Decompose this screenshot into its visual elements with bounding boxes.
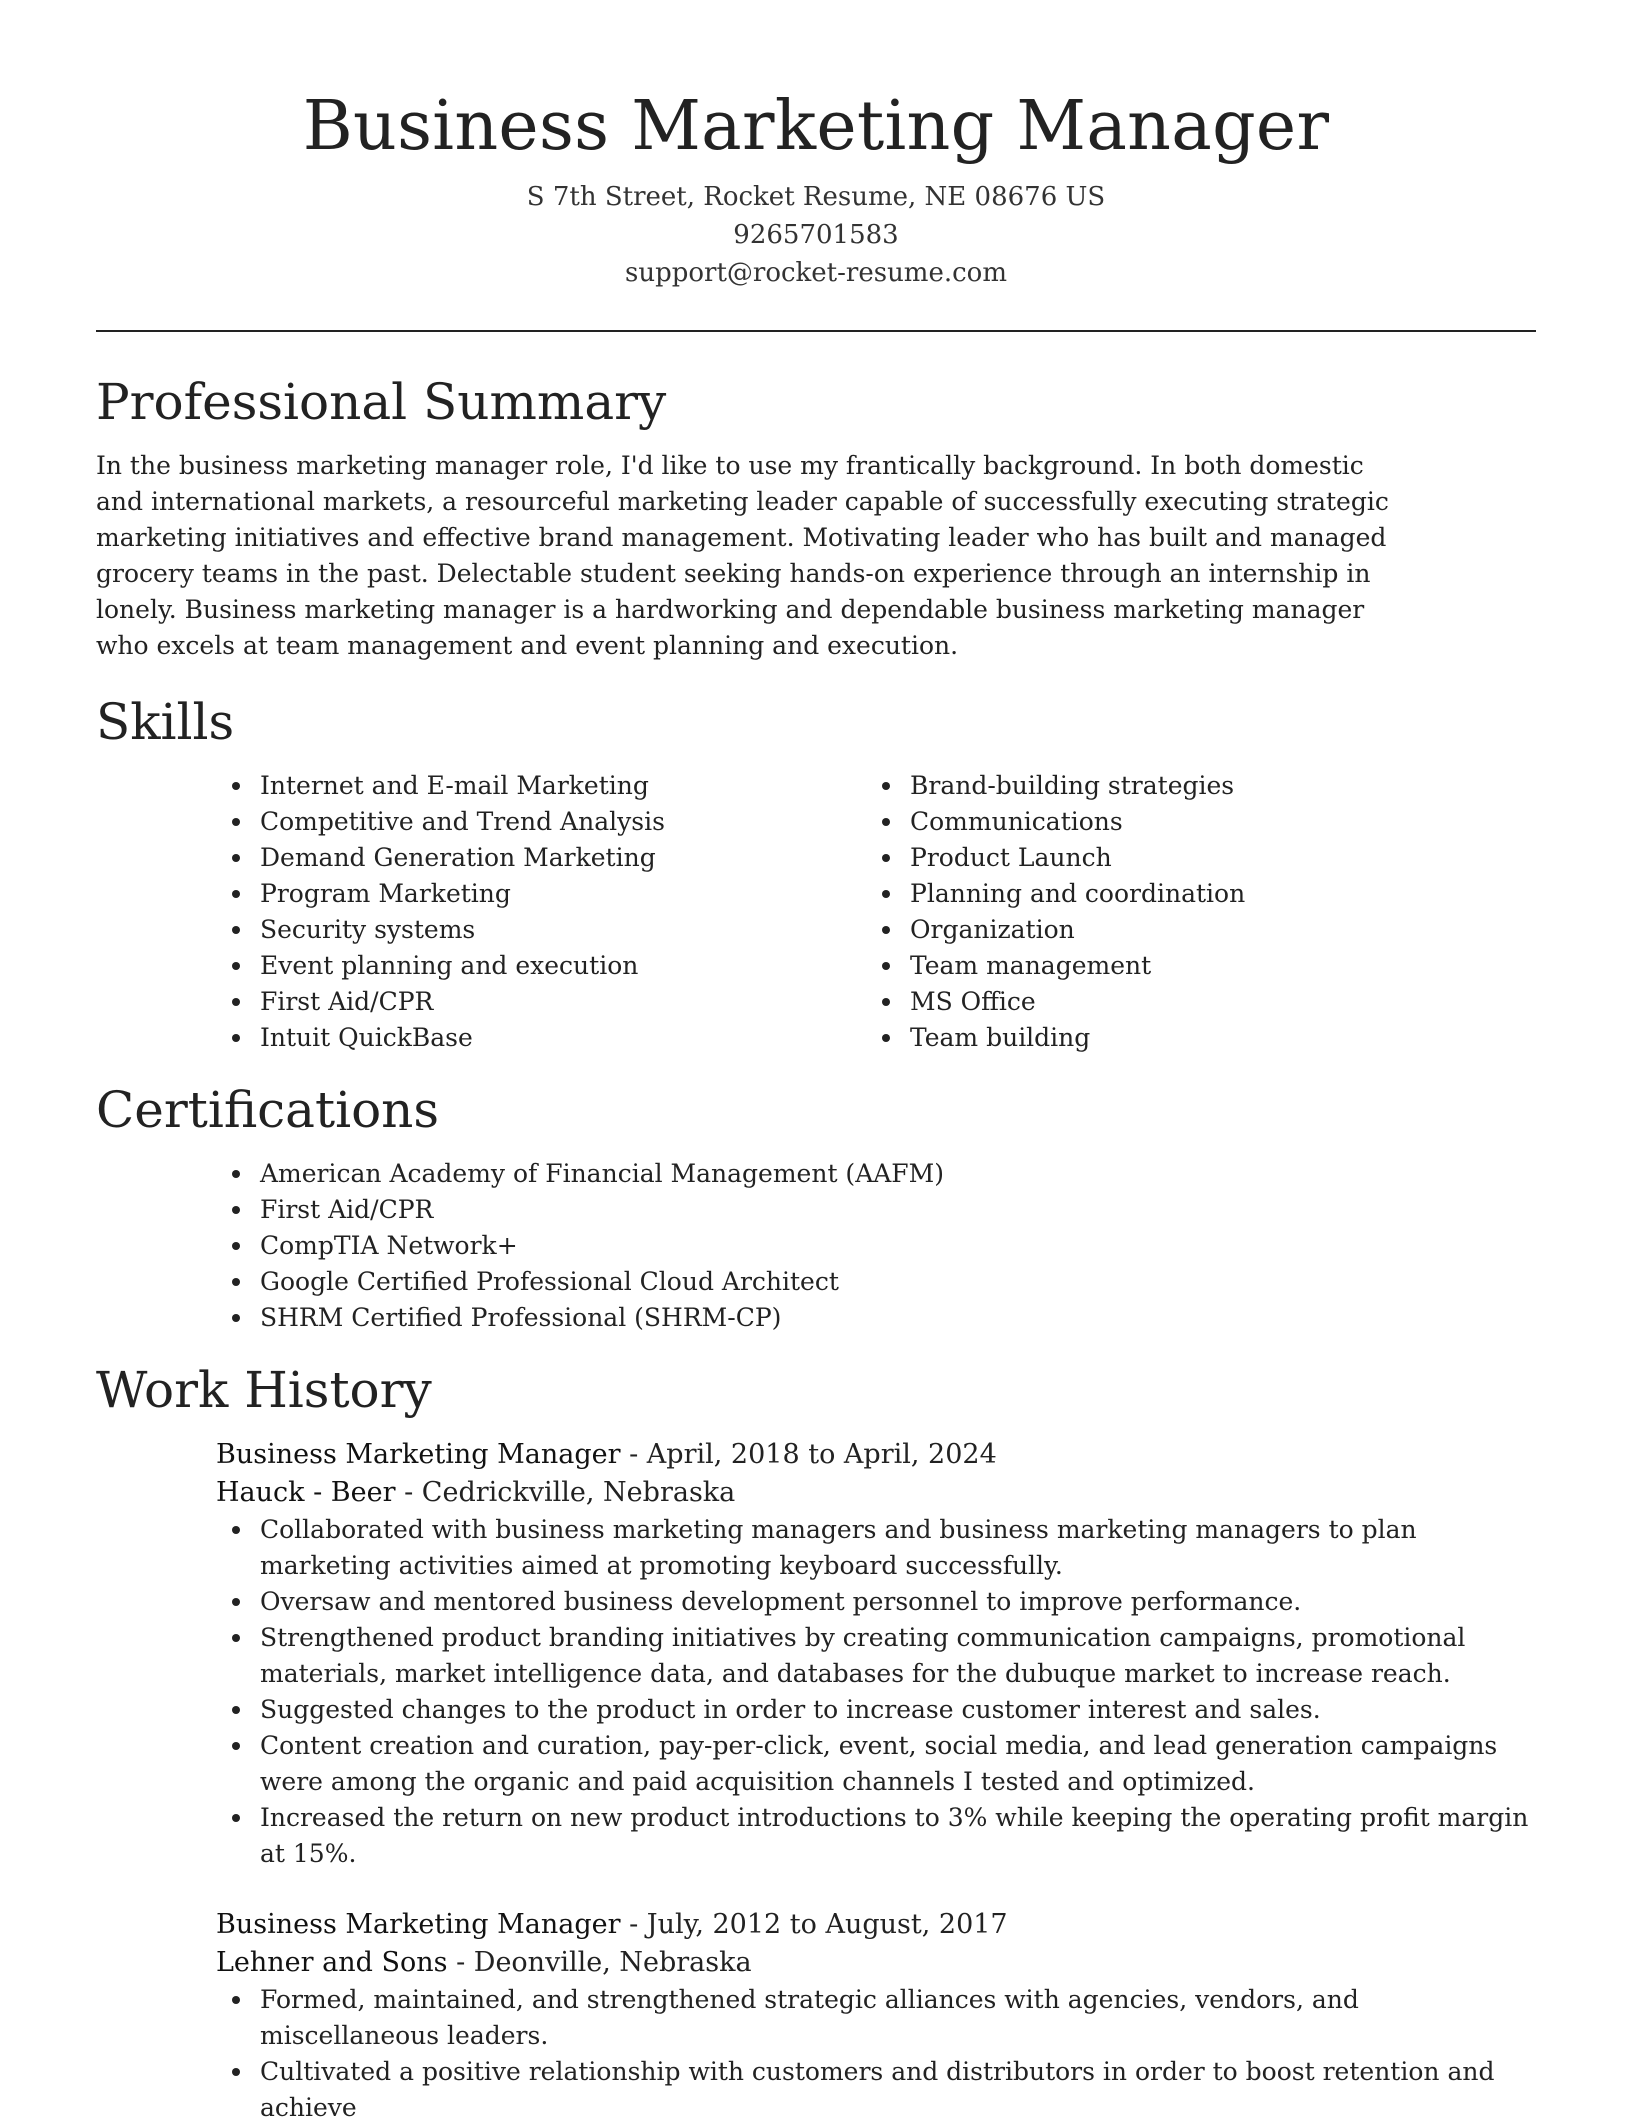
summary-section: [96, 370, 1536, 664]
certifications-section: [96, 1078, 1536, 1336]
job-bullet: Collaborated with business marketing managers and business marketing managers to plan marketing activities aimed at promoting keyboard successfully.: [260, 1512, 1536, 1584]
contact-info: [96, 178, 1536, 292]
certification-item: American Academy of Financial Management (AAFM): [260, 1156, 1536, 1192]
job-role: Business Marketing Manager: [216, 1439, 621, 1470]
job-entry: [216, 1906, 1536, 2126]
job-bullet: Formed, maintained, and strengthened strategic alliances with agencies, vendors, and miscellaneous leaders.: [260, 1982, 1536, 2054]
skills-column-left: [216, 768, 866, 1056]
job-location: - Cedrickville, Nebraska: [395, 1477, 736, 1508]
certifications-list-wrap: [216, 1156, 1536, 1336]
resume-page: [96, 0, 1536, 2126]
skill-item: Security systems: [260, 912, 866, 948]
skill-item: Internet and E-mail Marketing: [260, 768, 866, 804]
skills-grid: [216, 768, 1536, 1056]
work-history-heading: Work History: [96, 1361, 432, 1419]
certification-item: CompTIA Network+: [260, 1228, 1536, 1264]
job-bullet: Cultivated a positive relationship with customers and distributors in order to boost retention and achieve: [260, 2054, 1536, 2126]
job-bullet: Increased the return on new product introductions to 3% while keeping the operating profit margin at 15%.: [260, 1800, 1536, 1872]
address: S 7th Street, Rocket Resume, NE 08676 US: [526, 182, 1106, 212]
skill-item: First Aid/CPR: [260, 984, 866, 1020]
skill-item: Competitive and Trend Analysis: [260, 804, 866, 840]
skills-list-left: [216, 768, 866, 1056]
job-company: Hauck - Beer: [216, 1477, 396, 1508]
phone: 9265701583: [733, 220, 899, 250]
certification-item: SHRM Certified Professional (SHRM-CP): [260, 1300, 1536, 1336]
skill-item: Product Launch: [910, 840, 1516, 876]
job-title-line: [216, 1436, 1536, 1474]
skill-item: Event planning and execution: [260, 948, 866, 984]
certification-item: First Aid/CPR: [260, 1192, 1536, 1228]
skill-item: Planning and coordination: [910, 876, 1516, 912]
skills-section: [96, 690, 1536, 1056]
candidate-name: Business Marketing Manager: [302, 87, 1330, 166]
job-role: Business Marketing Manager: [216, 1909, 621, 1940]
summary-heading: Professional Summary: [96, 373, 667, 431]
job-bullet: Content creation and curation, pay-per-click, event, social media, and lead generation campaigns were among the organic and paid acquisition channels I tested and optimized.: [260, 1728, 1536, 1800]
job-dates: - April, 2018 to April, 2024: [620, 1439, 997, 1470]
job-company-line: [216, 1474, 1536, 1512]
skill-item: MS Office: [910, 984, 1516, 1020]
header-divider: [96, 330, 1536, 332]
job-bullet: Suggested changes to the product in order to increase customer interest and sales.: [260, 1692, 1536, 1728]
skill-item: Organization: [910, 912, 1516, 948]
job-title-line: [216, 1906, 1536, 1944]
skills-list-right: [866, 768, 1516, 1056]
skill-item: Team building: [910, 1020, 1516, 1056]
skills-heading: Skills: [96, 693, 235, 751]
email: support@rocket-resume.com: [624, 258, 1007, 288]
skill-item: Intuit QuickBase: [260, 1020, 866, 1056]
job-bullets: [216, 1982, 1536, 2126]
skill-item: Demand Generation Marketing: [260, 840, 866, 876]
job-dates: - July, 2012 to August, 2017: [620, 1909, 1008, 1940]
certifications-heading: Certifications: [96, 1081, 440, 1139]
certifications-list: [216, 1156, 1536, 1336]
job-location: - Deonville, Nebraska: [447, 1947, 752, 1978]
skills-column-right: [866, 768, 1516, 1056]
certification-item: Google Certified Professional Cloud Architect: [260, 1264, 1536, 1300]
work-history-section: [96, 1358, 1536, 2126]
job-company: Lehner and Sons: [216, 1947, 448, 1978]
skill-item: Communications: [910, 804, 1516, 840]
skill-item: Team management: [910, 948, 1516, 984]
job-bullet: Strengthened product branding initiatives by creating communication campaigns, promotional materials, market intelligence data, and databases for the dubuque market to increase reach.: [260, 1620, 1536, 1692]
summary-text: In the business marketing manager role, I'd like to use my frantically background. In both domestic and international markets, a resourceful marketing leader capable of successfully executing strategic marketing initiatives and effective brand management. Motivating leader who has built and managed grocery teams in the past. Delectable student seeking hands-on experience through an internship in lonely. Business marketing manager is a hardworking and dependable business marketing manager who excels at team management and event planning and execution.: [96, 451, 1389, 660]
skill-item: Brand-building strategies: [910, 768, 1516, 804]
job-company-line: [216, 1944, 1536, 1982]
job-bullets: [216, 1512, 1536, 1872]
skill-item: Program Marketing: [260, 876, 866, 912]
job-entry: [216, 1436, 1536, 1872]
job-bullet: Oversaw and mentored business development personnel to improve performance.: [260, 1584, 1536, 1620]
resume-header: [96, 0, 1536, 292]
